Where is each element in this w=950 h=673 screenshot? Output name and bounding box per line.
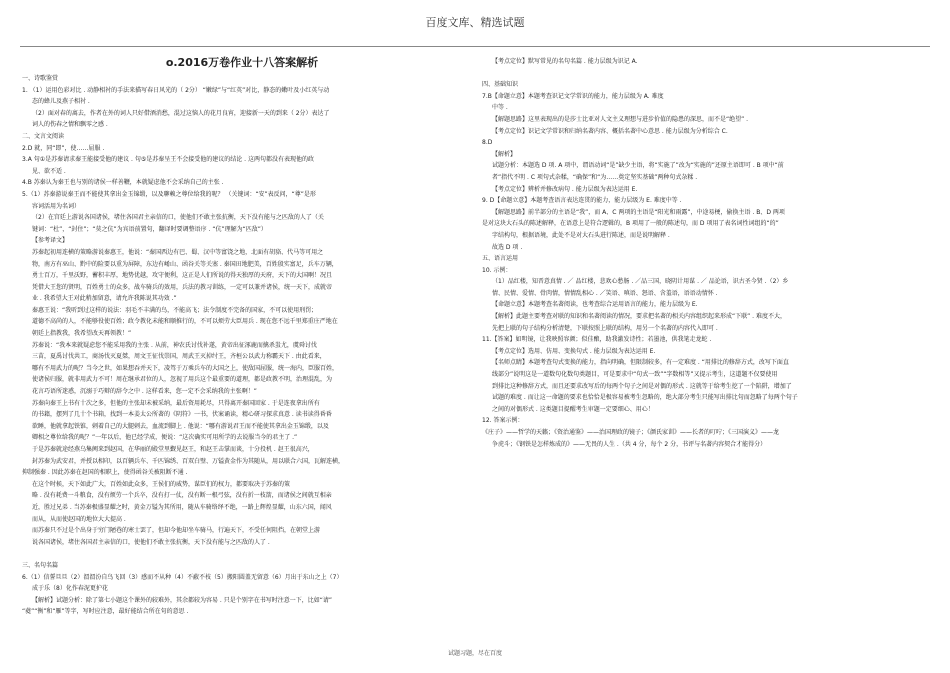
text-line: 《庄子》——哲学的天籁；《资治通鉴》——治国理政的镜子；《颜氏家训》——长者的叮咛；《三国演义》——龙 (482, 429, 780, 436)
text-line: 情、民情、爱情、骨肉情，情情乱相心 . ／笑语、嗔语、怒语、含羞语，语语动情怀 . (492, 289, 718, 297)
text-line: 【考点定位】默写常见的名句名篇 . 能力层级为识记 A. (492, 58, 638, 65)
text-line: 【考点定位】辨析并修改病句 . 能力层级为表达运用 E. (492, 185, 638, 193)
text-line: 9. D【命题立意】本题考查语言表达连贯的能力，能力层级为 E. 难度中等 . (482, 197, 682, 205)
text-line: 【命题立意】本题考查名著阅读，也考查综合运用语言的能力，能力层级为 E. (492, 301, 698, 309)
text-line: 业 . 我希望大王对此稍加留意，请允许我陈说其功效 .” (32, 295, 177, 303)
text-line: 字结构句，根据语境，此处不是对大石头进行陈述，而是说明解释 . (492, 231, 670, 239)
text-line: 【考点定位】识记文学常识和归纳名著内容、概括名著中心意思 . 能力层级为分析综合 C. (492, 127, 728, 135)
text-line (482, 68, 928, 80)
text-line: 勇士百万，千里沃野，蓄积丰厚，地势优越，攻守便利，这正是人们所说的得天独厚的天府，天下的大国啊！况且 (32, 272, 333, 280)
page-footer: 试题习题，尽在百度 (447, 650, 502, 657)
text-line: 苏秦说：“我本来就疑虑您不能采用我的主张 . 从前，神农氏讨伐补遂，黄帝出征涿鹿而擒杀蚩尤，虞舜讨伐 (32, 341, 317, 349)
text-line: 花言巧语所迷惑，沉溺于巧辩的辞令之中 . 这样看来，您一定不会采纳我的主张啊！” (32, 388, 257, 396)
text-line: 哪有不用武力的呢？当今之世，如果想吞并天下，凌驾于万乘兵车的大国之上，使敌国屈服，统一海内，臣服百姓， (32, 364, 339, 372)
left-text-block (22, 73, 462, 618)
text-line: 8.D (482, 139, 493, 147)
text-line: 5.（1）苏秦游说秦王而不能使其拿出金玉锦缎，以及聊赖之尊位给我的呢？ （关键词：“安”表反问，“尊”是形 (22, 190, 316, 198)
text-line: 在这个时候，天下如此广大，百姓如此众多，王侯们的威势，谋臣们的权力，都要取决于苏秦的策 (32, 480, 291, 488)
text-line: 朝廷上指教我，我希望改天再领教！” (32, 330, 132, 338)
text-line: 物，南方有巫山、黔中的险要以重为屏障，东边有崤山、函谷关等关塞 . 秦国田地肥美，百姓殷实富足，兵车万辆， (32, 260, 338, 268)
text-line: 10. 示例： (482, 266, 512, 274)
text-line: 的书籍，摆列了几十个书箱，找到一本姜太公所著的《阴符》一书，伏案诵读，精心研习探求真意 . 读书读得昏昏 (32, 411, 332, 419)
text-line: 键词：“杜”，“封住”；“莫之伉”为宾语前置句，翻译时要调整语序 . “伉”理解为“匹敌”） (32, 225, 267, 233)
text-line: “蕤”“衡”和“雁”等字，写时应注意，最好能结合所在句的意思 . (22, 608, 189, 616)
text-line: 4.B 苏秦认为秦王也与别的诸侯一样善鞭，本就疑虑他不会采纳自己的主张 . (22, 179, 224, 187)
text-line: （2）面对春的离去，作者在外的词人只好借酒消愁，混过这恼人的花月良宵，迎接新一天的到来（ 2分）表达了 (32, 109, 330, 117)
text-line: 凭借大王您的贤明，百姓勇士的众多，战车骑兵的效用，兵法的教习训练，一定可以兼并诸侯，统一天下，成就帝 (32, 283, 333, 291)
text-line: 卿相之尊位给我的呢？”一年以后，他已经学成，便说：“这次确实可用所学的去说服当今的君主了 .” (32, 434, 298, 442)
text-line (22, 548, 462, 560)
page-title: o.2016万卷作业十八答案解析 (165, 56, 319, 69)
text-line: 到排比这种修辞方式，而且还要求改写后的每两个句子之间是对偶的形式 . 这就等于给考生挖了一个陷阱，增加了 (492, 382, 792, 390)
text-line: 封苏秦为武安君，并授以相印，以百辆兵车、千匹锦绣、百双白璧、万镒黄金作为其随从，用以联合六国，瓦解连横， (32, 457, 345, 465)
text-line: 说各国诸侯，堵住各国君主亲信的口，使他们不敢主张抗衡，天下没有能与之匹敌的人了 . (32, 538, 270, 546)
text-line: 【解题思路】前半部分的主语是“我”，而 A、C 两项的主语是“阳光和雨露”，中途易梗，偷换主语 . B、D 两项 (492, 208, 785, 216)
text-line: 苏秦向秦王上书有十次之多，但他的主张却未被采纳，最后资用耗尽，只得离开秦国回家 . 于是连夜拿出所有 (32, 399, 320, 407)
text-line: 而从，从而使赵国的地位大大提高 . (32, 515, 126, 523)
text-line: （2）在宫廷上游说各国诸侯，堵住各国君主亲信的口，使他们不敢主张抗衡，天下没有能与之匹敌的人了（关 (32, 214, 324, 222)
text-line: 【名师点睛】本题考查句式变换的能力，指向明确，但限制较多，有一定难度 . “用排比的修辞方式，改写下面直 (492, 359, 789, 367)
text-line: 【解析】 (492, 150, 517, 158)
text-line: 试题分析：本题选 D 项. A 项中，谓语动词“是”缺少主语，将“实施了”改为“实施的”还原主语即可 . B 项中“前 (492, 162, 784, 170)
text-line: 11.【答案】如明镜，让我映照容颜；似佳酿，助我激发诗性；若墨池，供我笔走龙蛇 . (482, 336, 712, 344)
text-line: 【解析】此题主要考查对联的知识和名著阅读的情况，要求把名著的相关内容组织起来形成“下联” . 难度不大， (492, 313, 786, 321)
text-line: 争虎斗；《钢铁是怎样炼成的》——无畏的人生 .（共 4 分，每个 2 分，书评与名著内容契合才能得分） (492, 440, 767, 448)
text-line: 一、诗歌鉴赏 (22, 75, 59, 82)
text-line: 于是苏秦就途经燕乌集阙来到赵国，在华丽的殿堂里觐见赵王，和赵王击掌而谈，十分投机 . 赵王很高兴， (32, 446, 314, 453)
text-line: 3.A 句①是苏秦请求秦王能接受他的建议 . 句⑤是苏秦呈王不会接受他的建议的结论 . 这两句都没有表现他的政 (22, 156, 314, 164)
text-line: 1. （1）运用色彩对比 . 动静相衬的手法来描写春日风光的（ 2分） “嫩绿”与“红英”对比，静态的嫩叶及小红英与动 (22, 86, 330, 94)
text-line: 者”指代不明 . C 项句式杂糅，“确保”和“为……奠定坚实基础”两种句式杂糅 . (492, 173, 698, 181)
text-line: 容词活用为名词） (32, 202, 81, 210)
text-line: 近，胜过兄弟 . 当苏秦极盛显耀之时，黄金万镒为其所用，随从车骑络绎不绝，一路上辉煌显耀，山东六国，闻风 (32, 503, 332, 511)
text-line: 先把上联的句子结构分析清楚，下联按照上联的结构，用另一个名著的内容代入即可 . (492, 324, 718, 332)
text-line: 三、名句名篇 (22, 561, 59, 569)
right-column (482, 56, 928, 450)
text-line: 中等 . (492, 104, 508, 112)
text-line: 而苏秦只不过是个出身于穷门陋巷的寒士罢了，但却今他却坐车骑马，行遍天下，不受任何阻挡，在朝堂上游 (32, 527, 321, 535)
text-line: 12. 答案示例： (482, 417, 524, 425)
text-line: 略 . 没有耗费一斗粮食，没有烦劳一个兵卒，没有打一仗，没有断一根弓弦，没有折一枝箭，而诸侯之间就互相亲 (32, 492, 332, 500)
text-line: 欲睡，他就拿起铁锥，刺着自己的大腿刺去，血流到脚上 . 他说：“哪有游说君王而不能使其拿出金玉锦缎，以及 (32, 422, 329, 430)
text-line: 态的蜂儿及燕子相衬 . (32, 98, 90, 106)
text-line: 线部分”说明这是一道数句化数句类题目，可是要求中“句式一致”“字数相等”又提示考生，这道题不仅要使用 (492, 371, 778, 379)
text-line: 故选 D 项 . (492, 243, 523, 251)
text-line: 之间的对偶形式 . 这类题目提醒考生审题一定要细心、用心！ (492, 405, 654, 413)
text-line: 2.D 就，同“即”，使……屈服 . (22, 144, 105, 152)
text-line: 见、欲不适 . (32, 167, 66, 175)
text-line: 五、语言运用 (482, 255, 519, 263)
text-line: 【解析】试题分析：除了第七小题这个课外的较难外，其余都较为容易 . 只是个别字在书写时注意一下，比如“请” (32, 596, 332, 604)
left-column (22, 56, 462, 618)
text-line: 词人的伤春之情和飘零之感 . (32, 121, 108, 129)
text-line: 抑制强秦 . 因此苏秦在赵国的相职上，使得函谷关被阻断不通 . (22, 469, 188, 477)
text-line: 成于乐（8）化作春泥更护花 (32, 585, 108, 593)
text-line: 使诸侯归服，就非用武力不可！周在继承君位的人，忽视了用兵这个最重要的道理，都是政教不明，治理混乱，为 (32, 376, 333, 384)
text-line: 是对这块大石头的陈述解释，在语意上是符合逻辑的，B 项用了一般的陈述句，而 D 项用了表名词性词组的“的” (482, 220, 779, 228)
text-line: （1）品红楼，知晋意真情 . ／ 品红楼，悲欢心愁肠 . ／品三国，晓阴计用谋 . ／ 品论语，识古圣今贤 .（2）乡 (492, 278, 789, 286)
text-line: 6.（1）信誓旦旦（2）渭渭汾自鸟飞回（3）感而不从种（4）不蔽不枝（5）搬阳圆盖无留意（6）月出于东山之上（7） (22, 573, 343, 581)
text-line: 二、文言文阅读 (22, 132, 65, 140)
text-line: 四、基础知识 (482, 81, 519, 89)
text-line: 7.B【命题立意】本题考查识记文学常识的能力，能力层级为 A. 难度 (482, 92, 664, 100)
text-line: 三苗，夏禹讨伐共工，商汤伐灭夏桀，周文王征伐崇国，周武王灭掉纣王，齐桓公以武力称霸天下 . 由此看来， (32, 353, 326, 361)
text-line: 道德不高尚的人，不能够役使百姓；政令教化未能和顺推行的，不可以烦劳大臣用兵 . 现在您不远千里郑重庄严地在 (32, 318, 338, 326)
text-line: 苏秦起初用连横的策略游说秦惠王，他说：“秦国西边有巴、蜀、汉中等富饶之地，北面有胡貉、代马等可用之 (32, 248, 324, 256)
text-line: 【参考译文】 (32, 237, 69, 245)
header-rule (20, 46, 930, 47)
right-text-block (482, 56, 928, 450)
text-line: 【考点定位】选用、仿用、变换句式 . 能力层级为表达运用 E. (492, 347, 656, 355)
text-line: 【解题思路】这里表现出的是莎士比亚对人文主义理想与进步价值的隐患的深思，而不是“绝望” . (492, 115, 749, 123)
text-line: 秦惠王说：“我听到过这样的说法：羽毛不丰满的鸟，不能高飞；法令制度不完备的国家，不可以使用刑罚； (32, 306, 318, 314)
text-line: 试题的难度 . 而让这一命题的要求也恰恰是极容易被考生忽略的，绝大部分考生只能写出排比句而忽略了每两个句子 (492, 394, 798, 402)
page-header: 百度文库、精选试题 (425, 16, 525, 29)
